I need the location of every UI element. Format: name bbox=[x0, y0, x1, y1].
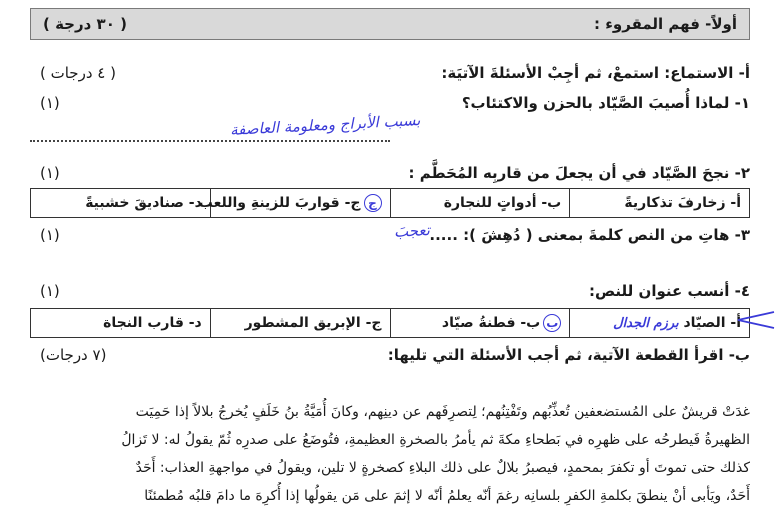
question-1-handwritten-answer: بسبب الأبراج ومعلومة العاصفة bbox=[229, 111, 421, 139]
passage-line: الظهيرةُ فَيطرحُه على ظهرِه في بَطحاءِ مكةَ ثم يأمرُ بالصخرةِ العظيمةِ، فتُوضَعُ على صدرِه ثُمّ يقولُ له: لا تَزالُ bbox=[121, 432, 750, 448]
choice-c[interactable] bbox=[198, 189, 390, 218]
choice-c-label: ج- قواربَ للزينةِ واللعب bbox=[198, 195, 361, 211]
reading-marks: (٧ درجات) bbox=[40, 346, 107, 364]
reading-title: ب- اقرأ القطعة الآتية، ثم أجب الأسئلة التي تليها: bbox=[387, 346, 750, 364]
question-3-row bbox=[30, 226, 750, 244]
reading-title-row bbox=[30, 346, 750, 364]
choice-a[interactable] bbox=[570, 309, 750, 338]
choice-d[interactable]: د- قارب النجاة bbox=[31, 309, 211, 338]
question-2-mark: (١) bbox=[40, 164, 60, 182]
passage-line: كذلك حتى تموتَ أو تكفرَ بمحمدٍ، فيصبرُ بلالٌ على ذلك البلاءِ كصخرةٍ لا تلين، ويقولُ في مواجهةِ العذاب: أَحَدٌ bbox=[135, 460, 750, 476]
handwritten-arrow-icon bbox=[734, 308, 776, 332]
passage-line: أَحَدٌ، ويَأبى أنْ ينطقَ بكلمةِ الكفرِ بلسانِه رغمَ أنّه يعلمُ أنّه لا إثمَ على مَن يقولُها إذا أُكرِهَ ما دامَ قلبُه مُطمئنًا bbox=[144, 488, 750, 504]
choice-b[interactable] bbox=[390, 309, 570, 338]
question-4-row bbox=[30, 282, 750, 300]
section-marks: ( ٣٠ درجة ) bbox=[43, 15, 127, 33]
question-1-mark: (١) bbox=[40, 94, 60, 112]
reading-passage bbox=[30, 398, 750, 510]
question-4-mark: (١) bbox=[40, 282, 60, 300]
section-title: أولاً- فهم المقروء : bbox=[594, 15, 737, 33]
question-2-choices bbox=[30, 188, 750, 218]
choice-a-label: أ- الصيّاد bbox=[683, 315, 741, 331]
question-3-text: ٣- هاتِ من النص كلمةَ بمعنى ( دُهِشَ ): ..... bbox=[429, 226, 750, 244]
choice-b[interactable]: ب- أدواتٍ للنجارة bbox=[390, 189, 570, 218]
question-4-text: ٤- أنسب عنوان للنص: bbox=[588, 282, 750, 300]
answer-dotted-line bbox=[30, 140, 390, 142]
answer-circle-mark: ج bbox=[364, 194, 382, 212]
answer-circle-mark: ب bbox=[543, 314, 561, 332]
question-4-choices bbox=[30, 308, 750, 338]
question-3-mark: (١) bbox=[40, 226, 60, 244]
choice-d[interactable]: د- صناديقَ خشبيةً bbox=[31, 189, 211, 218]
choice-a-handwriting: برزم الجدال bbox=[613, 316, 679, 331]
listening-title-row bbox=[30, 64, 750, 82]
listening-title: أ- الاستماع: استمعْ، ثم أجِبْ الأسئلةَ الآتيَة: bbox=[441, 64, 750, 82]
question-3-handwritten-answer: تعجبَ bbox=[393, 221, 431, 241]
question-1-text: ١- لماذا أُصيبَ الصَّيّاد بالحزن والاكتئاب؟ bbox=[461, 94, 750, 112]
question-2-row bbox=[30, 164, 750, 182]
question-1-row bbox=[30, 94, 750, 112]
choice-b-label: ب- فطنةُ صيّاد bbox=[441, 315, 541, 331]
question-2-text: ٢- نجحَ الصَّيّاد في أن يجعلَ من قاربِه المُحَطَّم : bbox=[408, 164, 750, 182]
choice-c[interactable]: ج- الإبريق المشطور bbox=[210, 309, 390, 338]
choice-a[interactable]: أ- زخارفَ تذكاريةً bbox=[570, 189, 750, 218]
passage-line: غدَتْ قريشٌ على المُستضعفين تُعذِّبُهم وتَفْتِنُهم؛ لِتصرِفَهم عن دينِهم، وكانَ أُمَيَّةُ بنُ خَلَفٍ يُخرجُ بلالاً إذا حَمِيَت bbox=[135, 404, 750, 420]
section-header bbox=[30, 8, 750, 40]
listening-marks: ( ٤ درجات ) bbox=[40, 64, 116, 82]
